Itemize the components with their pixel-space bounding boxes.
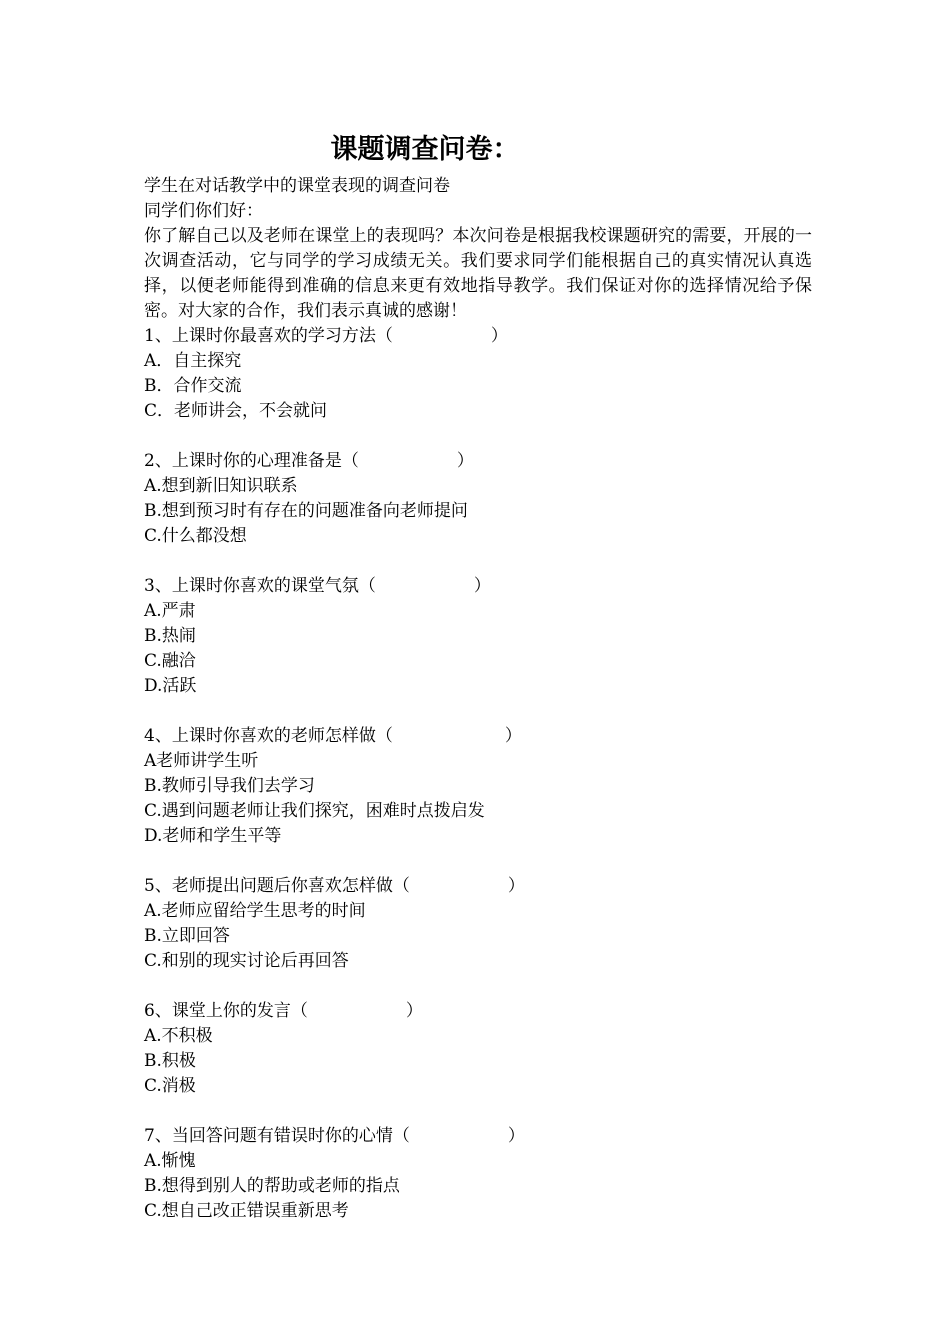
question-close-paren: ） bbox=[490, 326, 508, 346]
question-option: C．老师讲会，不会就问 bbox=[144, 401, 328, 421]
question-option: A.惭愧 bbox=[144, 1151, 196, 1171]
question-title bbox=[144, 449, 812, 474]
question-option: A.严肃 bbox=[144, 601, 196, 621]
spacer bbox=[144, 549, 812, 574]
question-text: 3、上课时你喜欢的课堂气氛（ bbox=[144, 576, 376, 596]
question-7 bbox=[144, 1124, 812, 1224]
question-option: C.融洽 bbox=[144, 651, 196, 671]
document-body bbox=[144, 174, 812, 1224]
question-option: A.想到新旧知识联系 bbox=[144, 476, 298, 496]
question-text: 5、老师提出问题后你喜欢怎样做（ bbox=[144, 876, 410, 896]
question-text: 7、当回答问题有错误时你的心情（ bbox=[144, 1126, 410, 1146]
question-title bbox=[144, 574, 812, 599]
question-list bbox=[144, 324, 812, 1224]
question-option: B.积极 bbox=[144, 1051, 196, 1071]
question-option: B.教师引导我们去学习 bbox=[144, 776, 315, 796]
question-option: C.想自己改正错误重新思考 bbox=[144, 1201, 349, 1221]
question-close-paren: ） bbox=[456, 451, 474, 471]
question-text: 2、上课时你的心理准备是（ bbox=[144, 451, 359, 471]
intro-paragraph: 你了解自己以及老师在课堂上的表现吗？本次问卷是根据我校课题研究的需要，开展的一次调查活动，它与同学的学习成绩无关。我们要求同学们能根据自己的真实情况认真选择，以便老师能得到准确的信息来更有效地指导教学。我们保证对你的选择情况给予保密。对大家的合作，我们表示真诚的感谢！ bbox=[144, 226, 812, 321]
question-title bbox=[144, 999, 812, 1024]
question-option: B.立即回答 bbox=[144, 926, 230, 946]
spacer bbox=[144, 974, 812, 999]
question-option: A.老师应留给学生思考的时间 bbox=[144, 901, 366, 921]
question-close-paren: ） bbox=[507, 1126, 525, 1146]
question-1 bbox=[144, 324, 812, 424]
question-option: C.和别的现实讨论后再回答 bbox=[144, 951, 349, 971]
question-option: C.遇到问题老师让我们探究，困难时点拨启发 bbox=[144, 801, 485, 821]
question-option: D.活跃 bbox=[144, 676, 197, 696]
question-text: 4、上课时你喜欢的老师怎样做（ bbox=[144, 726, 393, 746]
question-6 bbox=[144, 999, 812, 1099]
spacer bbox=[144, 849, 812, 874]
question-option: B．合作交流 bbox=[144, 376, 242, 396]
question-title bbox=[144, 874, 812, 899]
question-option: A老师讲学生听 bbox=[144, 751, 259, 771]
spacer bbox=[144, 699, 812, 724]
question-5 bbox=[144, 874, 812, 974]
question-option: B.想到预习时有存在的问题准备向老师提问 bbox=[144, 501, 468, 521]
question-title bbox=[144, 324, 812, 349]
question-3 bbox=[144, 574, 812, 699]
spacer bbox=[144, 1099, 812, 1124]
greeting: 同学们你们好： bbox=[144, 201, 263, 221]
question-text: 6、课堂上你的发言（ bbox=[144, 1001, 308, 1021]
question-text: 1、上课时你最喜欢的学习方法（ bbox=[144, 326, 393, 346]
question-option: C.什么都没想 bbox=[144, 526, 247, 546]
question-close-paren: ） bbox=[507, 876, 525, 896]
question-option: C.消极 bbox=[144, 1076, 196, 1096]
survey-subtitle: 学生在对话教学中的课堂表现的调查问卷 bbox=[144, 176, 450, 196]
question-close-paren: ） bbox=[405, 1001, 423, 1021]
question-4 bbox=[144, 724, 812, 849]
question-option: A.不积极 bbox=[144, 1026, 213, 1046]
question-option: B.热闹 bbox=[144, 626, 196, 646]
question-option: D.老师和学生平等 bbox=[144, 826, 282, 846]
spacer bbox=[144, 424, 812, 449]
question-title bbox=[144, 724, 812, 749]
question-option: B.想得到别人的帮助或老师的指点 bbox=[144, 1176, 400, 1196]
question-close-paren: ） bbox=[504, 726, 522, 746]
question-option: A．自主探究 bbox=[144, 351, 242, 371]
question-close-paren: ） bbox=[473, 576, 491, 596]
page-title: 课题调查问卷： bbox=[330, 134, 520, 165]
question-title bbox=[144, 1124, 812, 1149]
question-2 bbox=[144, 449, 812, 549]
